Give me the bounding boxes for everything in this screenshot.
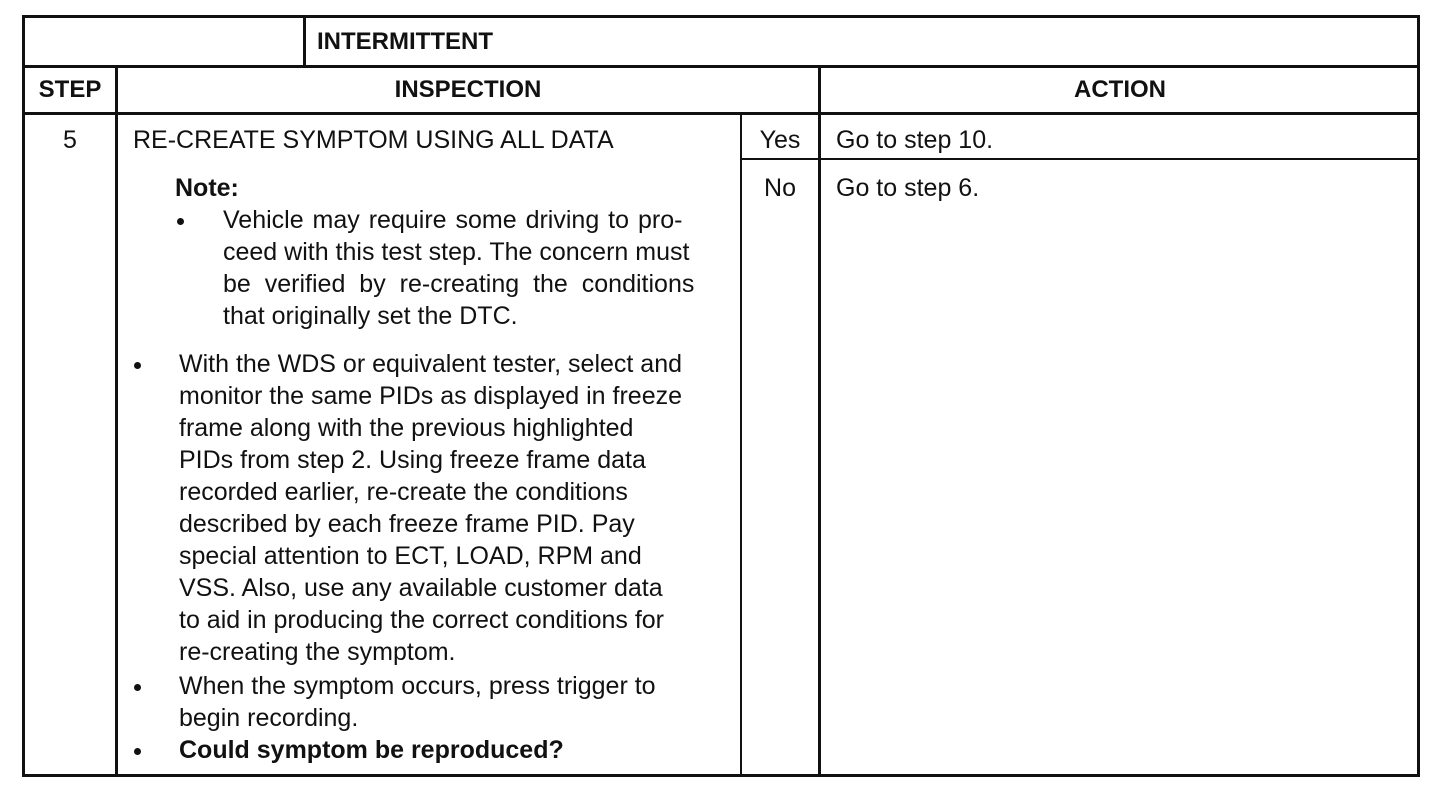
header-divider — [22, 65, 1420, 68]
bullet-1-icon — [134, 362, 141, 369]
note-line-4: that originally set the DTC. — [223, 302, 518, 330]
column-header-divider — [22, 112, 1420, 115]
bullet-1-line-6: described by each freeze frame PID. Pay — [179, 510, 635, 538]
inspection-heading: RE-CREATE SYMPTOM USING ALL DATA — [133, 126, 614, 154]
note-line-1: Vehicle may require some driving to pro- — [223, 206, 683, 234]
table-title: INTERMITTENT — [317, 28, 493, 55]
bullet-1-line-9: to aid in producing the correct conditions for — [179, 606, 664, 634]
note-line-2: ceed with this test step. The concern must — [223, 238, 690, 266]
step-number: 5 — [63, 126, 77, 154]
bullet-1-line-3: frame along with the previous highlighted — [179, 414, 634, 442]
answer-no-label: No — [764, 174, 796, 202]
yes-row-divider — [740, 158, 1420, 160]
bullet-1-line-1: With the WDS or equivalent tester, select and — [179, 350, 683, 378]
bullet-1-line-7: special attention to ECT, LOAD, RPM and — [179, 542, 642, 570]
step-column-divider — [115, 66, 118, 777]
answer-no-action: Go to step 6. — [836, 174, 980, 202]
answer-yes-action: Go to step 10. — [836, 126, 994, 154]
title-cell-divider — [303, 15, 306, 66]
bullet-2-line-2: begin recording. — [179, 704, 359, 732]
step-column-header: STEP — [38, 76, 102, 103]
note-line-3: be verified by re-creating the conditions — [223, 270, 695, 298]
bullet-1-line-10: re-creating the symptom. — [179, 638, 456, 666]
bullet-1-line-2: monitor the same PIDs as displayed in freeze — [179, 382, 683, 410]
bullet-2-line-1: When the symptom occurs, press trigger to — [179, 672, 656, 700]
inspection-column-header: INSPECTION — [394, 76, 542, 103]
answer-column-divider — [740, 113, 742, 777]
note-bullet-icon — [177, 218, 184, 225]
note-label: Note: — [175, 174, 239, 202]
bullet-1-line-4: PIDs from step 2. Using freeze frame data — [179, 446, 646, 474]
bullet-1-line-8: VSS. Also, use any available customer data — [179, 574, 663, 602]
bullet-3-question: Could symptom be reproduced? — [179, 736, 564, 764]
bullet-1-line-5: recorded earlier, re-create the conditions — [179, 478, 628, 506]
answer-yes-label: Yes — [759, 126, 801, 154]
bullet-3-icon — [134, 748, 141, 755]
action-column-divider — [818, 66, 821, 777]
bullet-2-icon — [134, 684, 141, 691]
action-column-header: ACTION — [1074, 76, 1166, 103]
